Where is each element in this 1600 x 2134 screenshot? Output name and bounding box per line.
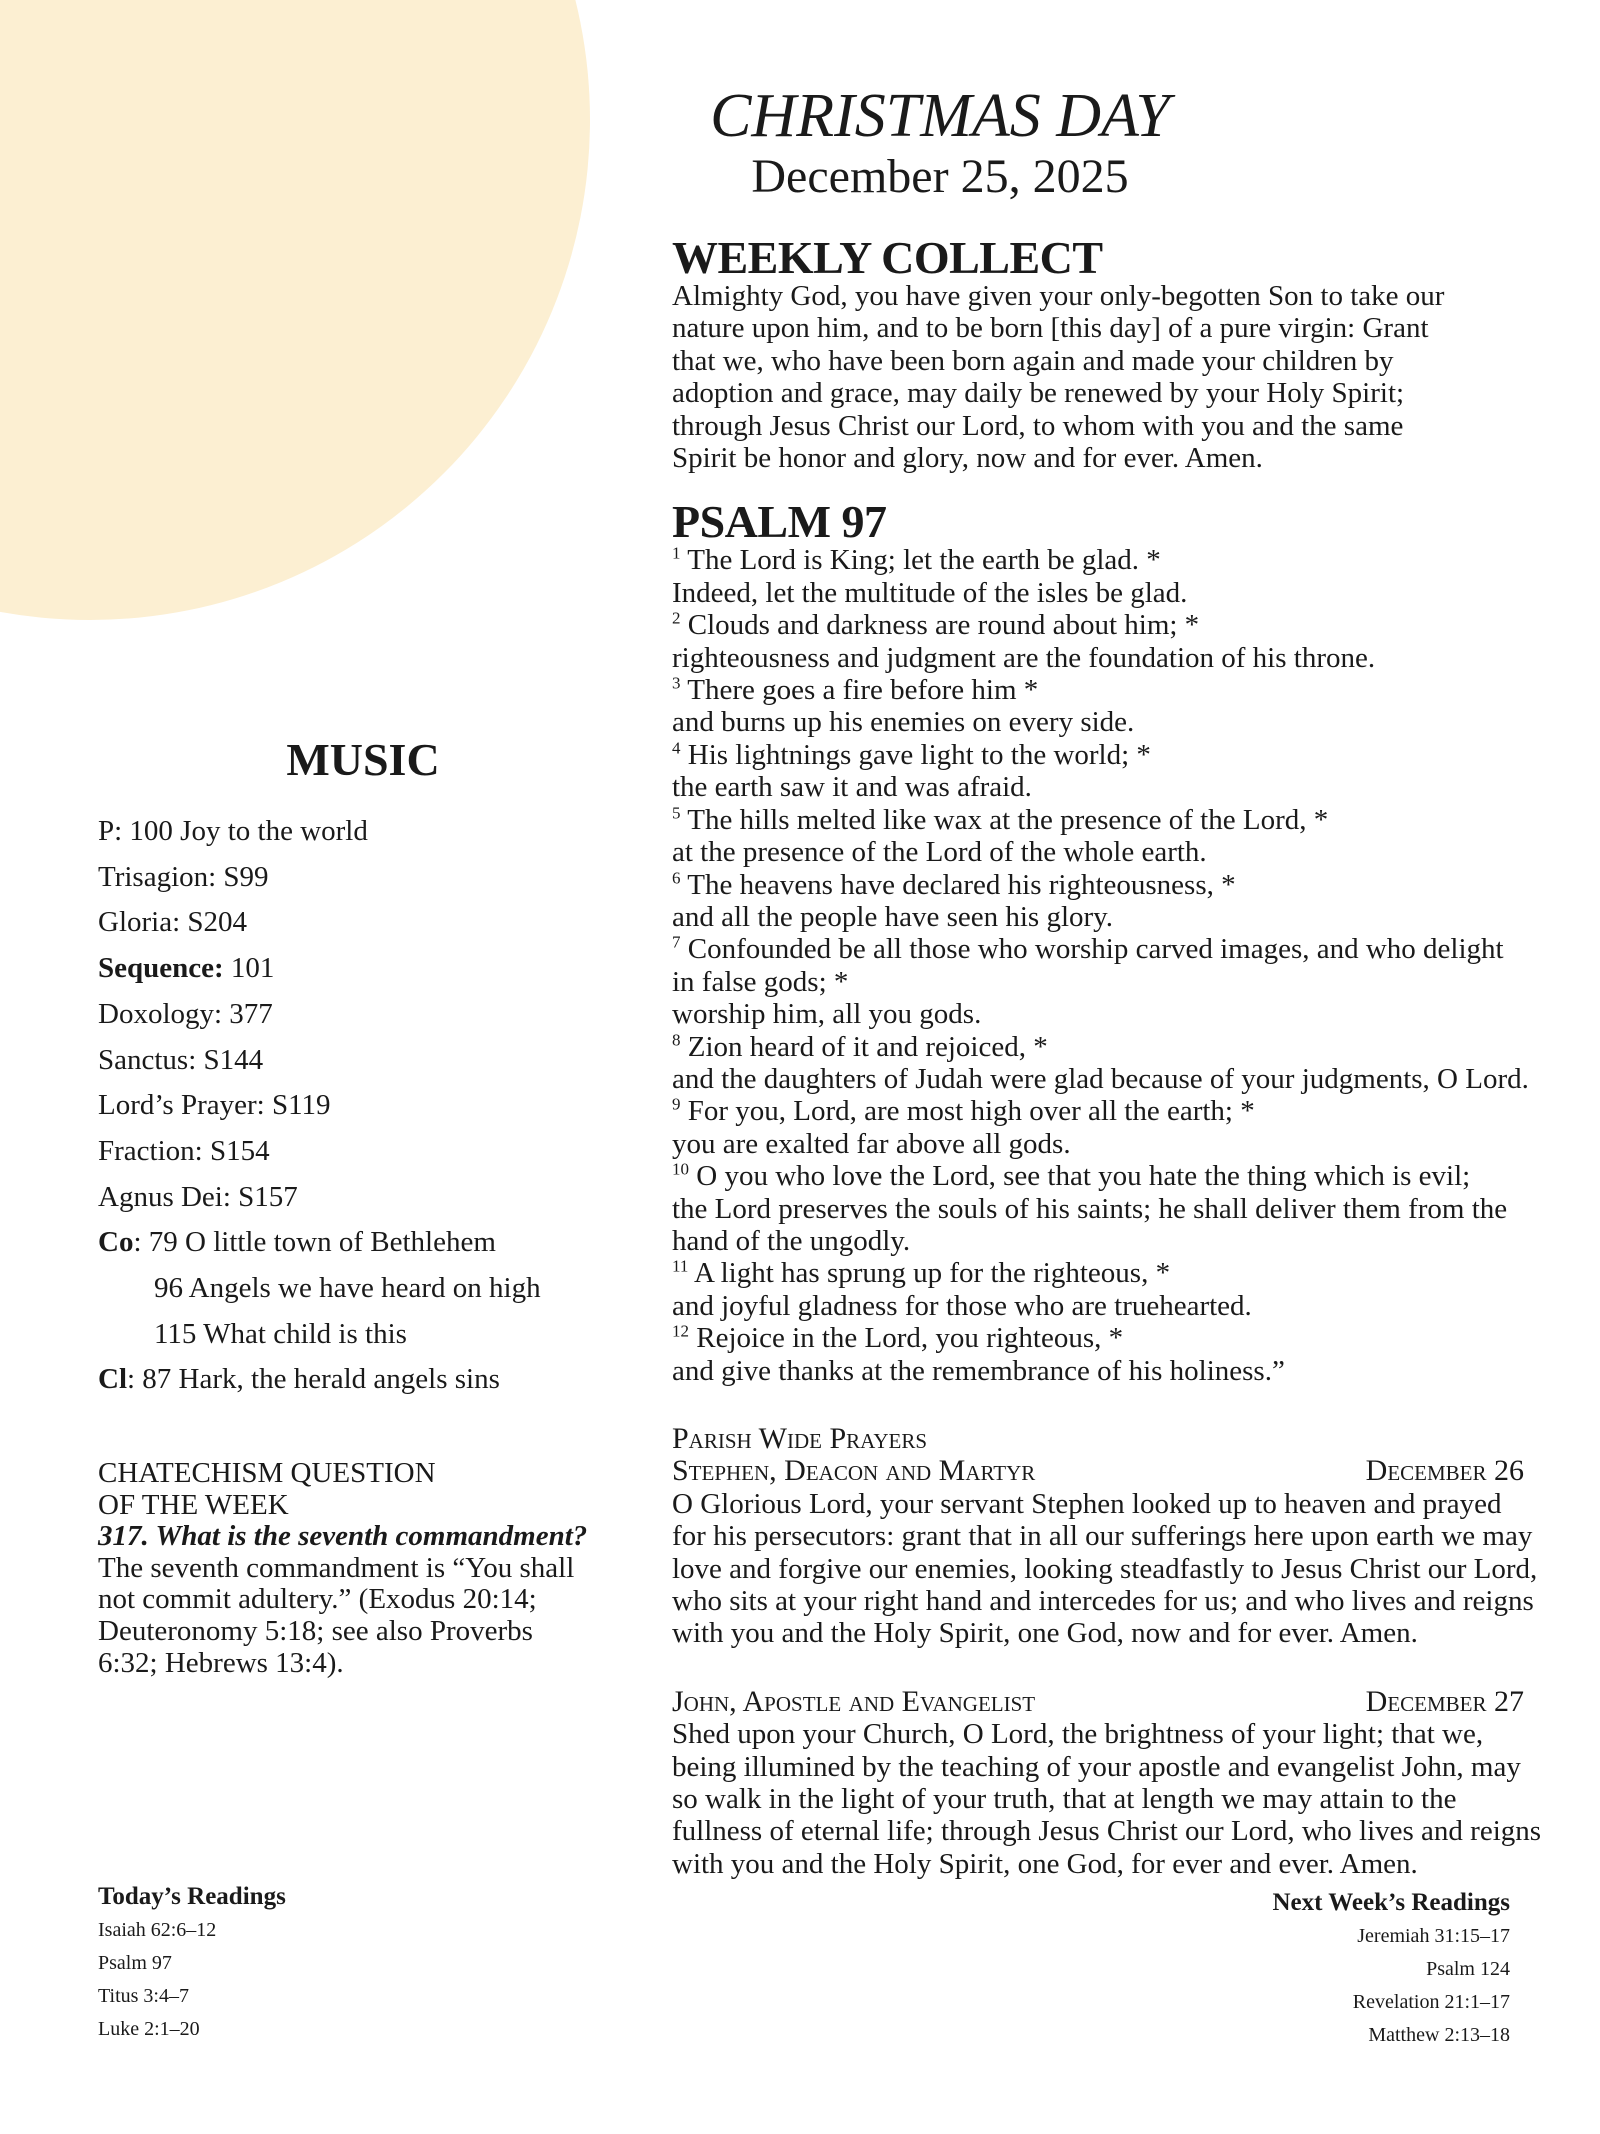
psalm-verse-line	[672, 1063, 1600, 1095]
prayer-name: John, Apostle and Evangelist	[672, 1684, 1036, 1718]
reading-item: Matthew 2:13–18	[1368, 2024, 1510, 2046]
music-item	[98, 1129, 618, 1175]
music-item-text: Gloria: S204	[98, 906, 248, 939]
verse-text: you are exalted far above all gods.	[672, 1127, 1071, 1160]
music-item-text: : 87 Hark, the herald angels sins	[127, 1363, 500, 1396]
verse-text: the earth saw it and was afraid.	[672, 771, 1032, 804]
prayer-line: being illumined by the teaching of your apostle and evangelist John, may	[672, 1750, 1521, 1783]
catechism-question: 317. What is the seventh commandment?	[98, 1520, 588, 1553]
reading-item: Revelation 21:1–17	[1352, 1991, 1510, 2013]
collect-line: that we, who have been born again and made your children by	[672, 344, 1394, 377]
verse-text: A light has sprung up for the righteous, *	[694, 1257, 1171, 1290]
psalm-verse-line	[672, 1290, 1600, 1322]
prayer-name: Stephen, Deacon and Martyr	[672, 1454, 1036, 1488]
catechism-answer-line: not commit adultery.” (Exodus 20:14;	[98, 1583, 537, 1616]
prayer-title-row	[672, 1455, 1524, 1487]
verse-text: hand of the ungodly.	[672, 1224, 911, 1257]
verse-number: 1	[672, 543, 681, 563]
music-item	[98, 1312, 618, 1358]
page-header	[560, 82, 1320, 204]
verse-text: Rejoice in the Lord, you righteous, *	[696, 1322, 1124, 1355]
verse-number: 9	[672, 1094, 681, 1114]
prayer-date: December 27	[1365, 1684, 1524, 1718]
music-item-text: : 79 O little town of Bethlehem	[133, 1226, 496, 1259]
psalm-verse-line	[672, 1257, 1600, 1289]
psalm-verse-line	[672, 1128, 1600, 1160]
reading-item: Luke 2:1–20	[98, 2018, 200, 2040]
music-item-text: Agnus Dei: S157	[98, 1180, 298, 1213]
collect-line: adoption and grace, may daily be renewed by your Holy Spirit;	[672, 377, 1405, 410]
psalm-verse-line	[672, 642, 1600, 674]
music-heading: MUSIC	[286, 734, 440, 785]
verse-text: and the daughters of Judah were glad because of your judgments, O Lord.	[672, 1062, 1529, 1095]
psalm-verse-line	[672, 1095, 1600, 1127]
prayer-title-row	[672, 1686, 1524, 1718]
music-item-label: Sequence:	[98, 952, 224, 985]
verse-text: There goes a fire before him *	[687, 674, 1039, 707]
reading-item: Psalm 124	[1426, 1958, 1510, 1980]
psalm-verse-line	[672, 771, 1600, 803]
catechism-answer-line: 6:32; Hebrews 13:4).	[98, 1646, 344, 1679]
psalm-verse-line	[672, 674, 1600, 706]
music-item	[98, 855, 618, 901]
prayer-text	[672, 1488, 1600, 1650]
psalm-verse-line	[672, 1193, 1600, 1225]
verse-number: 6	[672, 867, 681, 887]
verse-text: and all the people have seen his glory.	[672, 900, 1114, 933]
verse-text: Confounded be all those who worship carved images, and who delight	[687, 933, 1504, 966]
prayer-text	[672, 1718, 1600, 1880]
catechism-section	[98, 1458, 638, 1679]
prayers-heading: Parish Wide Prayers	[672, 1422, 928, 1455]
psalm-verse-line	[672, 901, 1600, 933]
psalm-verses	[672, 544, 1600, 1387]
collect-line: through Jesus Christ our Lord, to whom with you and the same	[672, 409, 1404, 442]
music-item	[98, 1038, 618, 1084]
psalm-verse-line	[672, 1355, 1600, 1387]
verse-text: worship him, all you gods.	[672, 998, 982, 1031]
psalm-verse-line	[672, 609, 1600, 641]
music-item	[98, 809, 618, 855]
collect-text	[672, 280, 1600, 474]
reading-item: Jeremiah 31:15–17	[1357, 1925, 1510, 1947]
verse-text: The Lord is King; let the earth be glad. *	[687, 544, 1161, 577]
verse-number: 11	[672, 1256, 689, 1276]
prayer-line: so walk in the light of your truth, that at length we may attain to the	[672, 1783, 1457, 1816]
collect-heading: WEEKLY COLLECT	[672, 232, 1103, 283]
psalm-verse-line	[672, 739, 1600, 771]
verse-number: 2	[672, 608, 681, 628]
prayer-line: with you and the Holy Spirit, one God, for ever and ever. Amen.	[672, 1847, 1418, 1880]
psalm-verse-line	[672, 577, 1600, 609]
verse-text: and give thanks at the remembrance of his holiness.”	[672, 1354, 1285, 1387]
collect-line: Spirit be honor and glory, now and for ever. Amen.	[672, 442, 1263, 475]
psalm-verse-line	[672, 804, 1600, 836]
prayer-line: with you and the Holy Spirit, one God, now and for ever. Amen.	[672, 1617, 1418, 1650]
music-item-text: 115 What child is this	[154, 1317, 407, 1350]
music-item	[98, 900, 618, 946]
next-readings-title: Next Week’s Readings	[1272, 1889, 1510, 1916]
music-item	[98, 1220, 618, 1266]
verse-text: and burns up his enemies on every side.	[672, 706, 1135, 739]
prayer-line: fullness of eternal life; through Jesus Christ our Lord, who lives and reigns	[672, 1815, 1542, 1848]
music-item-label: Cl	[98, 1363, 127, 1396]
prayer-date: December 26	[1365, 1454, 1524, 1488]
verse-text: For you, Lord, are most high over all the earth; *	[687, 1095, 1255, 1128]
catechism-heading: OF THE WEEK	[98, 1488, 289, 1521]
catechism-answer-line: Deuteronomy 5:18; see also Proverbs	[98, 1614, 533, 1647]
prayer-line: Shed upon your Church, O Lord, the brightness of your light; that we,	[672, 1718, 1484, 1751]
music-item-text: Trisagion: S99	[98, 860, 269, 893]
right-column	[672, 232, 1600, 1880]
music-item	[98, 946, 618, 992]
psalm-verse-line	[672, 706, 1600, 738]
verse-text: His lightnings gave light to the world; *	[687, 738, 1151, 771]
page-title: CHRISTMAS DAY	[710, 82, 1170, 150]
music-item-text: Sanctus: S144	[98, 1043, 264, 1076]
psalm-verse-line	[672, 998, 1600, 1030]
psalm-heading: PSALM 97	[672, 496, 887, 548]
reading-item: Isaiah 62:6–12	[98, 1919, 217, 1941]
psalm-verse-line	[672, 1160, 1600, 1192]
psalm-verse-line	[672, 836, 1600, 868]
decorative-circle	[0, 0, 590, 620]
music-item	[98, 1357, 618, 1403]
verse-text: Indeed, let the multitude of the isles be glad.	[672, 576, 1188, 609]
verse-text: O you who love the Lord, see that you hate the thing which is evil;	[696, 1160, 1471, 1193]
reading-item: Titus 3:4–7	[98, 1985, 189, 2007]
verse-text: in false gods; *	[672, 965, 849, 998]
parish-prayers	[672, 1423, 1600, 1880]
music-item	[98, 992, 618, 1038]
verse-text: The heavens have declared his righteousness, *	[687, 868, 1236, 901]
prayer-line: O Glorious Lord, your servant Stephen looked up to heaven and prayed	[672, 1487, 1502, 1520]
psalm-verse-line	[672, 966, 1600, 998]
music-item	[98, 1175, 618, 1221]
verse-text: righteousness and judgment are the foundation of his throne.	[672, 641, 1376, 674]
collect-line: nature upon him, and to be born [this day] of a pure virgin: Grant	[672, 312, 1429, 345]
music-item-text: Lord’s Prayer: S119	[98, 1089, 331, 1122]
verse-text: Clouds and darkness are round about him; *	[687, 609, 1200, 642]
next-week-readings	[1110, 1886, 1510, 2052]
music-item-text: Doxology: 377	[98, 997, 273, 1030]
verse-number: 3	[672, 673, 681, 693]
collect-line: Almighty God, you have given your only-begotten Son to take our	[672, 280, 1445, 312]
music-item-label: Co	[98, 1226, 134, 1259]
music-item-text: Fraction: S154	[98, 1134, 270, 1167]
psalm-verse-line	[672, 1225, 1600, 1257]
psalm-verse-line	[672, 869, 1600, 901]
psalm-verse-line	[672, 544, 1600, 576]
psalm-verse-line	[672, 1322, 1600, 1354]
music-item	[98, 1083, 618, 1129]
todays-readings	[98, 1880, 418, 2046]
verse-text: and joyful gladness for those who are truehearted.	[672, 1289, 1252, 1322]
verse-number: 10	[672, 1159, 689, 1179]
todays-readings-title: Today’s Readings	[98, 1883, 286, 1910]
page-date: December 25, 2025	[751, 150, 1129, 203]
prayer-line: love and forgive our enemies, looking steadfastly to Jesus Christ our Lord,	[672, 1552, 1538, 1585]
psalm-verse-line	[672, 1031, 1600, 1063]
verse-text: the Lord preserves the souls of his saints; he shall deliver them from the	[672, 1192, 1508, 1225]
prayer-line: for his persecutors: grant that in all our sufferings here upon earth we may	[672, 1520, 1533, 1553]
music-section	[98, 735, 618, 1403]
verse-number: 8	[672, 1029, 681, 1049]
music-item-text: 96 Angels we have heard on high	[154, 1272, 541, 1305]
verse-number: 12	[672, 1321, 689, 1341]
music-item	[98, 1266, 618, 1312]
verse-text: at the presence of the Lord of the whole earth.	[672, 836, 1207, 869]
reading-item: Psalm 97	[98, 1952, 172, 1974]
verse-text: Zion heard of it and rejoiced, *	[687, 1030, 1048, 1063]
music-item-text: 101	[223, 952, 275, 985]
catechism-answer-line: The seventh commandment is “You shall	[98, 1551, 575, 1584]
catechism-heading: CHATECHISM QUESTION	[98, 1457, 436, 1489]
verse-number: 4	[672, 738, 681, 758]
verse-number: 5	[672, 803, 681, 823]
verse-text: The hills melted like wax at the presence of the Lord, *	[687, 803, 1329, 836]
prayer-line: who sits at your right hand and intercedes for us; and who lives and reigns	[672, 1585, 1534, 1618]
psalm-verse-line	[672, 933, 1600, 965]
music-list	[98, 809, 618, 1403]
verse-number: 7	[672, 932, 681, 952]
music-item-text: P: 100 Joy to the world	[98, 815, 368, 847]
